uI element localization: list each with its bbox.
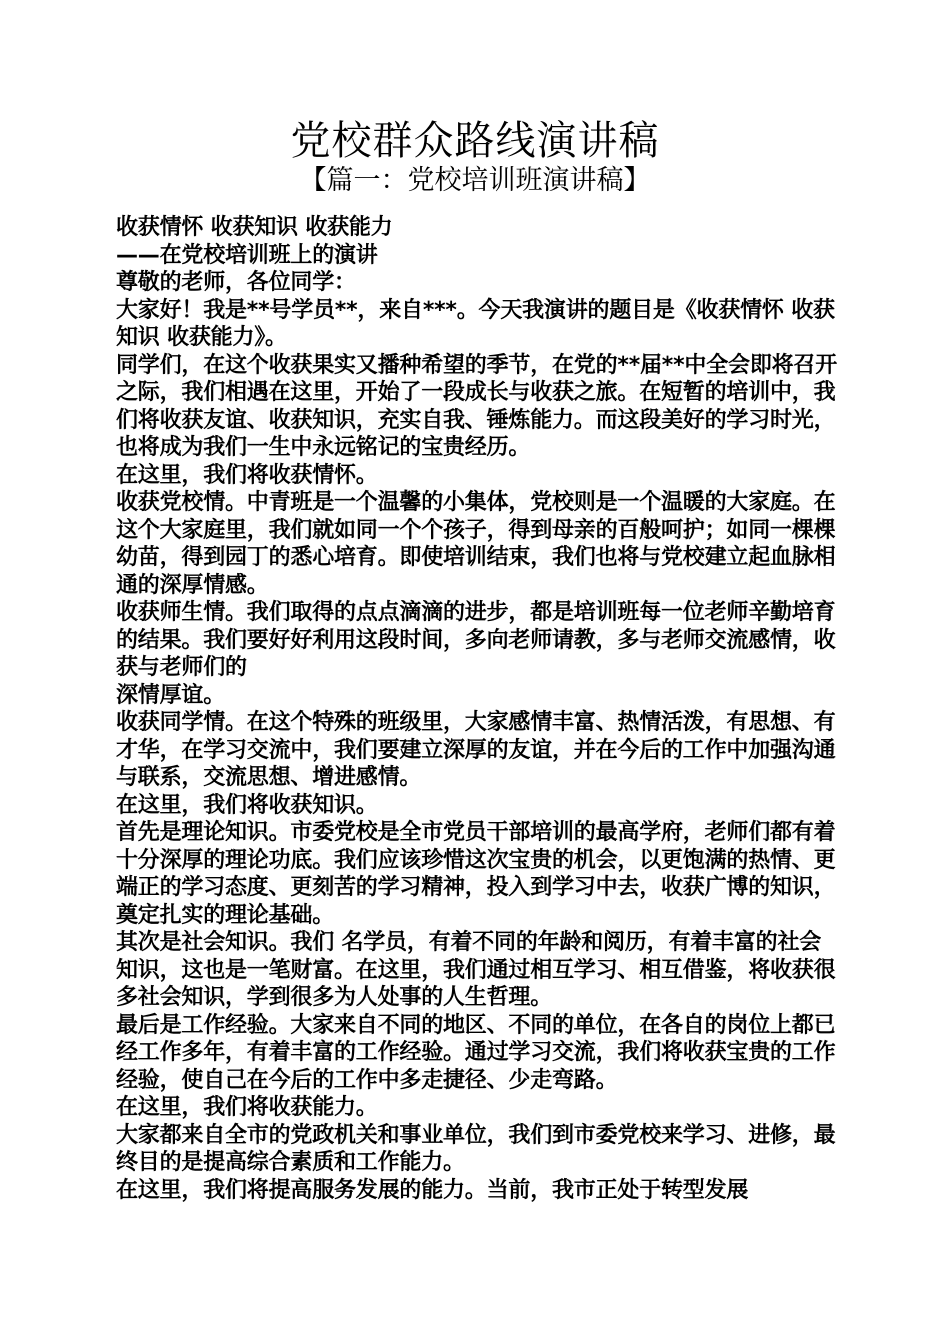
paragraph-heading: 收获情怀 收获知识 收获能力: [116, 215, 393, 240]
paragraph: 大家好！我是**号学员**，来自***。今天我演讲的题目是《收获情怀 收获知识 收获能力》。: [116, 297, 835, 350]
paragraph: 收获师生情。我们取得的点点滴滴的进步，都是培训班每一位老师辛勤培育的结果。我们要好好利用这段时间，多向老师请教，多与老师交流感情，收获与老师们的: [116, 600, 836, 680]
paragraph: 大家都来自全市的党政机关和事业单位，我们到市委党校来学习、进修，最终目的是提高综合素质和工作能力。: [116, 1122, 836, 1175]
paragraph: 在这里，我们将收获能力。: [116, 1095, 378, 1120]
paragraph: 在这里，我们将收获知识。: [116, 792, 378, 818]
paragraph-salutation: 尊敬的老师，各位同学：: [116, 270, 356, 295]
paragraph: 在这里，我们将提高服务发展的能力。当前，我市正处于转型发展: [116, 1177, 749, 1203]
paragraph-subheading: ——在党校培训班上的演讲: [116, 242, 378, 268]
paragraph: 最后是工作经验。大家来自不同的地区、不同的单位，在各自的岗位上都已经工作多年，有着丰富的工作经验。通过学习交流，我们将收获宝贵的工作经验，使自己在今后的工作中多走捷径、少走弯路。: [116, 1012, 836, 1093]
paragraph: 其次是社会知识。我们 名学员，有着不同的年龄和阅历，有着丰富的社会知识，这也是一笔财富。在这里，我们通过相互学习、相互借鉴，将收获很多社会知识，学到很多为人处事的人生哲理。: [116, 930, 836, 1010]
document-subtitle: 【篇一：党校培训班演讲稿】: [299, 165, 651, 196]
speech-body: [116, 214, 838, 1204]
paragraph: 收获党校情。中青班是一个温馨的小集体，党校则是一个温暖的大家庭。在这个大家庭里，我们就如同一个个孩子，得到母亲的百般呵护；如同一棵棵幼苗，得到园丁的悉心培育。即使培训结束，我们也将与党校建立起血脉相通的深厚情感。: [116, 490, 836, 598]
paragraph: 首先是理论知识。市委党校是全市党员干部培训的最高学府，老师们都有着十分深厚的理论功底。我们应该珍惜这次宝贵的机会，以更饱满的热情、更端正的学习态度、更刻苦的学习精神，投入到学习中去，收获广博的知识，奠定扎实的理论基础。: [116, 820, 836, 928]
paragraph: 深情厚谊。: [116, 682, 226, 708]
document-title: 党校群众路线演讲稿: [290, 118, 660, 164]
paragraph: 同学们，在这个收获果实又播种希望的季节，在党的**届**中全会即将召开之际，我们相遇在这里，开始了一段成长与收获之旅。在短暂的培训中，我们将收获友谊、收获知识，充实自我、锤炼能力。而这段美好的学习时光，也将成为我们一生中永远铭记的宝贵经历。: [116, 352, 838, 460]
paragraph: 在这里，我们将收获情怀。: [116, 462, 378, 488]
paragraph: 收获同学情。在这个特殊的班级里，大家感情丰富、热情活泼，有思想、有才华，在学习交流中，我们要建立深厚的友谊，并在今后的工作中加强沟通与联系，交流思想、增进感情。: [116, 710, 836, 790]
